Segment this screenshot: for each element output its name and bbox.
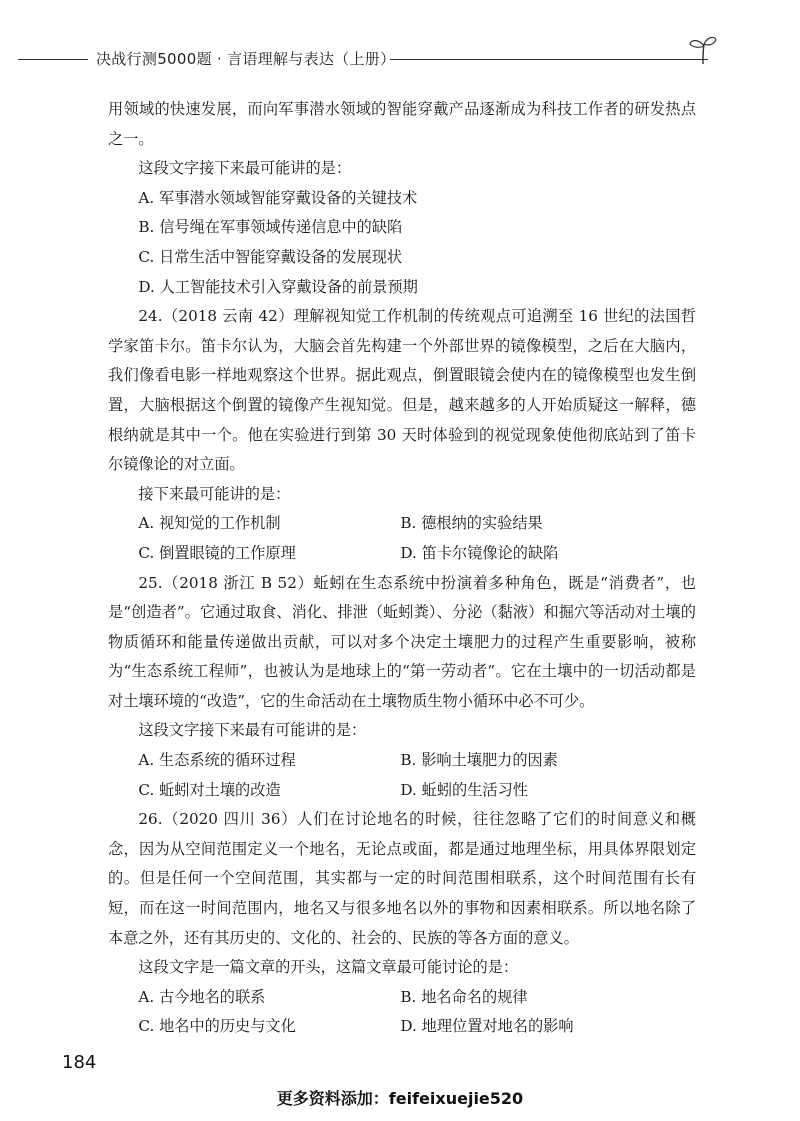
option-a: A. 军事潜水领域智能穿戴设备的关键技术 <box>138 188 418 207</box>
option-row <box>108 539 696 569</box>
question-26 <box>108 805 696 1042</box>
option-row <box>108 1012 696 1042</box>
option-d: D. 人工智能技术引入穿戴设备的前景预期 <box>138 277 418 296</box>
option-b: B. 影响土壤肥力的因素 <box>400 751 558 770</box>
running-header <box>18 46 712 72</box>
option-c: C. 地名中的历史与文化 <box>138 1017 296 1036</box>
option-a: A. 生态系统的循环过程 <box>138 751 296 770</box>
option-row <box>108 746 696 776</box>
passage-continuation: 用领域的快速发展，而向军事潜水领域的智能穿戴产品逐渐成为科技工作者的研发热点之一。 <box>108 100 696 148</box>
question-stem: 这段文字接下来最可能讲的是： <box>138 159 352 178</box>
question-24 <box>108 302 696 568</box>
option-b: B. 信号绳在军事领域传递信息中的缺陷 <box>138 218 403 237</box>
header-title: 决战行测5000题 · 言语理解与表达（上册） <box>96 50 396 68</box>
footer-note: 更多资料添加：feifeixuejie520 <box>276 1089 524 1108</box>
option-d: D. 蚯蚓的生活习性 <box>400 780 528 799</box>
page-number: 184 <box>62 1052 97 1073</box>
passage-text: 25.（2018 浙江 B 52）蚯蚓在生态系统中扮演着多种角色，既是“消费者”，也是“创造者”。它通过取食、消化、排泄（蚯蚓粪）、分泌（黏液）和掘穴等活动对土壤的物质循环和能量传递做出贡献，可以对多个决定土壤肥力的过程产生重要影响，被称为“生态系统工程师”，也被认为是地球上的“第一劳动者”。它在土壤中的一切活动都是对土壤环境的“改造”，它的生命活动在土壤物质生物小循环中必不可少。 <box>108 573 696 710</box>
option-d: D. 笛卡尔镜像论的缺陷 <box>400 543 559 562</box>
option-row <box>108 776 696 806</box>
option-c: C. 倒置眼镜的工作原理 <box>138 543 296 562</box>
option-row <box>108 509 696 539</box>
option-b: B. 地名命名的规律 <box>400 987 528 1006</box>
sprout-icon <box>688 34 718 66</box>
header-rule-left <box>18 59 88 60</box>
option-d: D. 地理位置对地名的影响 <box>400 1017 574 1036</box>
question-23-tail <box>108 95 696 302</box>
option-c: C. 日常生活中智能穿戴设备的发展现状 <box>138 247 403 266</box>
passage-text: 26.（2020 四川 36）人们在讨论地名的时候，往往忽略了它们的时间意义和概念，因为从空间范围定义一个地名，无论点或面，都是通过地理坐标，用具体界限划定的。但是任何一个空间范围，其实都与一定的时间范围相联系，这个时间范围有长有短，而在这一时间范围内，地名又与很多地名以外的事物和因素相联系。所以地名除了本意之外，还有其历史的、文化的、社会的、民族的等各方面的意义。 <box>108 810 696 947</box>
option-row <box>108 983 696 1013</box>
passage-text: 24.（2018 云南 42）理解视知觉工作机制的传统观点可追溯至 16 世纪的法国哲学家笛卡尔。笛卡尔认为，大脑会首先构建一个外部世界的镜像模型，之后在大脑内，我们像看电影一样地观察这个世界。据此观点，倒置眼镜会使内在的镜像模型也发生倒置，大脑根据这个倒置的镜像产生视知觉。但是，越来越多的人开始质疑这一解释，德根纳就是其中一个。他在实验进行到第 30 天时体验到的视觉现象使他彻底站到了笛卡尔镜像论的对立面。 <box>108 307 696 474</box>
question-stem: 这段文字是一篇文章的开头，这篇文章最可能讨论的是： <box>138 958 519 977</box>
question-stem: 接下来最可能讲的是： <box>138 484 291 503</box>
option-a: A. 古今地名的联系 <box>138 987 266 1006</box>
page-body <box>108 95 696 1042</box>
question-25 <box>108 569 696 806</box>
option-b: B. 德根纳的实验结果 <box>400 514 543 533</box>
option-a: A. 视知觉的工作机制 <box>138 514 281 533</box>
option-c: C. 蚯蚓对土壤的改造 <box>138 780 281 799</box>
header-rule-right <box>390 59 708 60</box>
question-stem: 这段文字接下来最有可能讲的是： <box>138 721 367 740</box>
